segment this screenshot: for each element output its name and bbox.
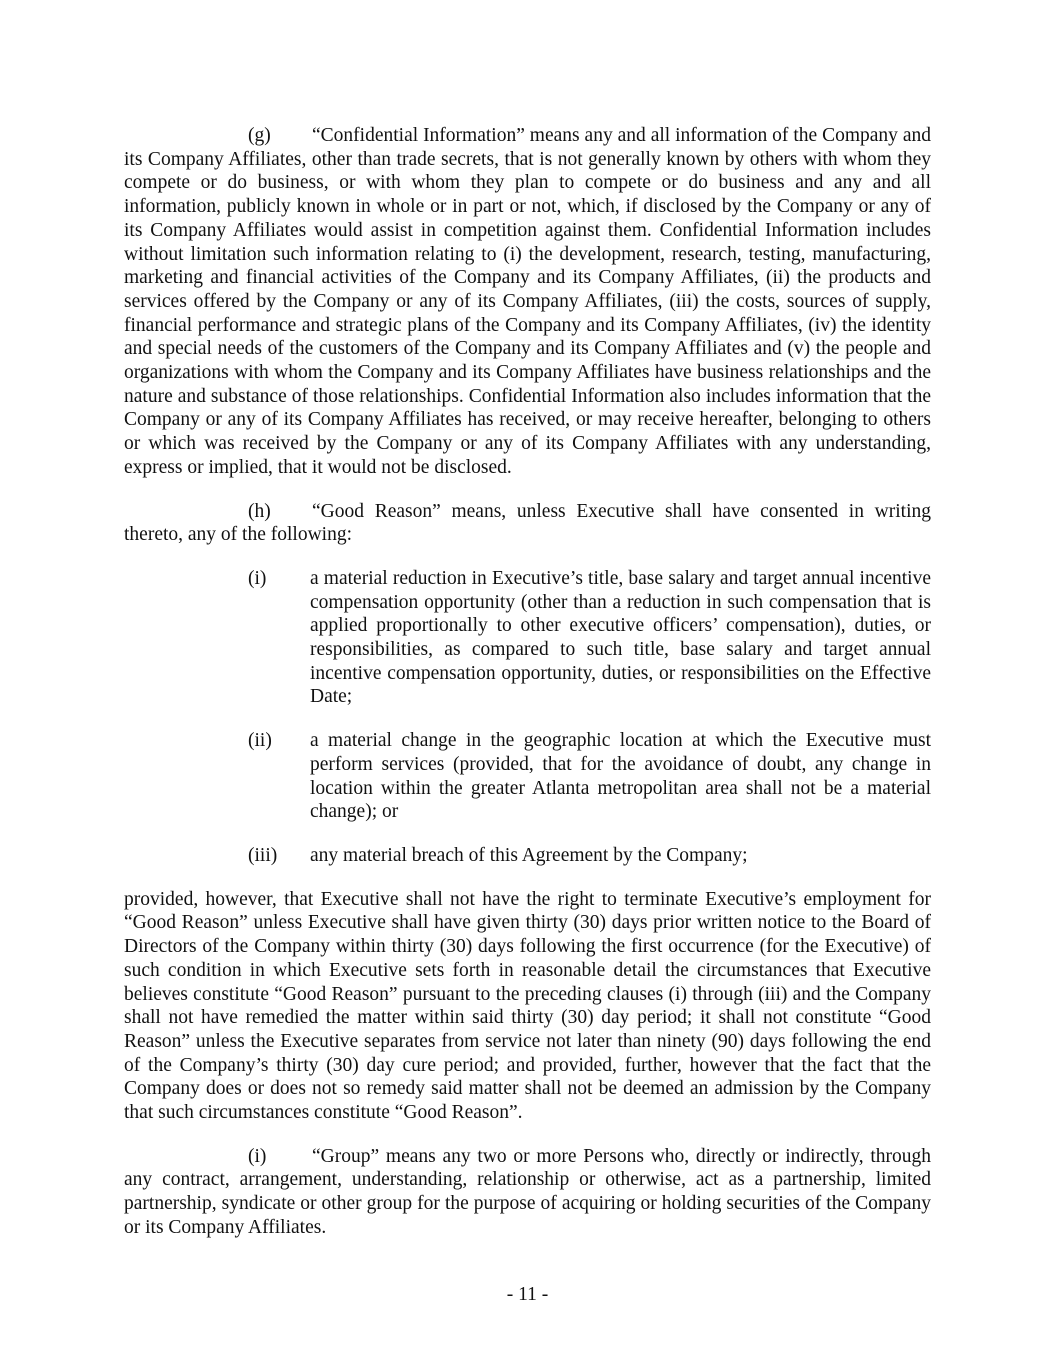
paragraph-label: (i) (248, 1145, 267, 1167)
list-item (124, 567, 931, 709)
list-item-text: any material breach of this Agreement by the Company; (310, 844, 748, 866)
list-item-number: (ii) (248, 730, 272, 752)
paragraph-text: “Good Reason” means, unless Executive shall have consented in writing thereto, any of the following: (124, 500, 931, 546)
paragraph-h-proviso: provided, however, that Executive shall not have the right to terminate Executive’s employment for “Good Reason” unless Executive shall have given thirty (30) days prior written notice to the Board of Directors of the Company within thirty (30) days following the first occurrence (for the Executive) of such condition in which Executive sets forth in reasonable detail the circumstances that Executive believes constitute “Good Reason” pursuant to the preceding clauses (i) through (iii) and the Company shall not have remedied the matter within said thirty (30) day period; it shall not constitute “Good Reason” unless the Executive separates from service not later than ninety (90) days following the end of the Company’s thirty (30) day cure period; and provided, further, however that the fact that the Company does or does not so remedy said matter shall not be deemed an admission by the Company that such circumstances constitute “Good Reason”. (124, 888, 931, 1124)
list-item-number: (i) (248, 567, 267, 589)
list-item (124, 844, 931, 868)
list-item-text: a material reduction in Executive’s title, base salary and target annual incentive compensation opportunity (other than a reduction in such compensation that is applied proportionally to other executive officers’ compensation), duties, or responsibilities, as compared to such title, base salary and target annual incentive compensation opportunity, duties, or responsibilities on the Effective Date; (310, 567, 931, 708)
paragraph-i (124, 1145, 931, 1240)
paragraph-label: (g) (248, 125, 271, 146)
page-number: - 11 - (506, 1284, 549, 1305)
paragraph-g (124, 124, 931, 480)
list-item (124, 729, 931, 824)
paragraph-label: (h) (248, 500, 271, 522)
paragraph-text: “Group” means any two or more Persons who, directly or indirectly, through any contract, arrangement, understanding, relationship or otherwise, act as a partnership, limited partnership, syndicate or other group for the purpose of acquiring or holding securities of the Company or its Company Affiliates. (124, 1145, 931, 1238)
document-page (124, 124, 931, 1260)
list-item-number: (iii) (248, 844, 278, 866)
paragraph-text: “Confidential Information” means any and all information of the Company and its Company Affiliates, other than trade secrets, that is not generally known by others with whom they compete or do business, or with whom they plan to compete or do business and any and all information, publicly known in whole or in part or not, which, if disclosed by the Company or any of its Company Affiliates would assist in competition against them. Confidential Information includes without limitation such information relating to (i) the development, research, testing, manufacturing, marketing and financial activities of the Company and its Company Affiliates, (ii) the products and services offered by the Company or any of its Company Affiliates, (iii) the costs, sources of supply, financial performance and strategic plans of the Company and its Company Affiliates, (iv) the identity and special needs of the customers of the Company and its Company Affiliates and (v) the people and organizations with whom the Company and its Company Affiliates have business relationships and the nature and substance of those relationships. Confidential Information also includes information that the Company or any of its Company Affiliates has received, or may receive hereafter, belonging to others or which was received by the Company or any of its Company Affiliates with any understanding, express or implied, that it would not be disclosed. (124, 125, 931, 478)
list-item-text: a material change in the geographic location at which the Executive must perform services (provided, that for the avoidance of doubt, any change in location within the greater Atlanta metropolitan area shall not be a material change); or (310, 730, 931, 823)
paragraph-h (124, 500, 931, 547)
